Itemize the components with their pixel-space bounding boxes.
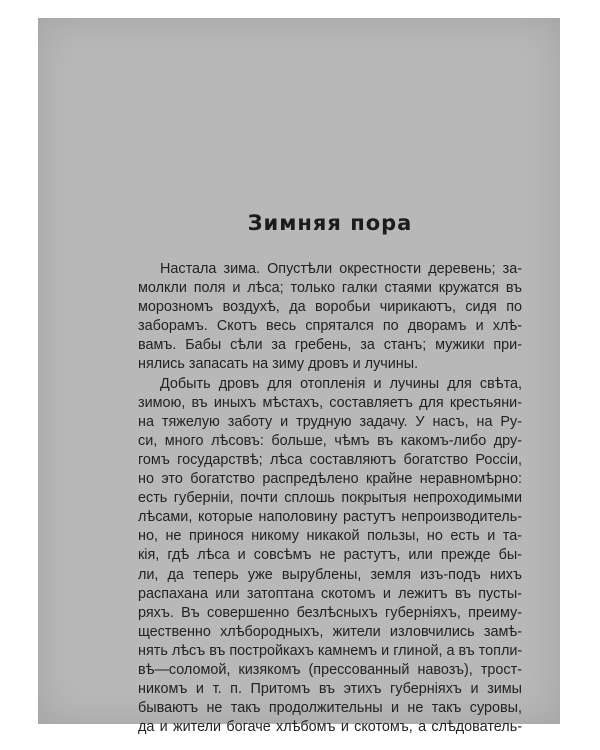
paragraph-2 xyxy=(138,375,522,738)
text-line: кія, гдѣ лѣса и совсѣмъ не растутъ, или прежде бы- xyxy=(138,547,522,564)
text-line: никомъ и т. п. Притомъ въ этихъ губерніяхъ и зимы xyxy=(138,681,522,698)
text-line: щественно хлѣбородныхъ, жители изловчились замѣ- xyxy=(138,623,522,640)
text-line: на тяжелую заботу и трудную задачу. У насъ, на Ру- xyxy=(138,413,522,430)
text-line: ряхъ. Въ совершенно безлѣсныхъ губерніяхъ, преиму- xyxy=(138,604,522,621)
text-line: но это богатство распредѣлено крайне неравномѣрно: xyxy=(138,471,522,488)
text-line: Настала зима. Опустѣли окрестности деревень; за- xyxy=(160,261,522,277)
paragraph-1 xyxy=(138,260,522,375)
text-line: но, не принося никому никакой пользы, но есть и та- xyxy=(138,528,522,545)
text-line: си, много лѣсовъ: больше, чѣмъ въ какомъ-либо дру- xyxy=(138,432,522,449)
text-line: бываютъ не такъ продолжительны и не такъ суровы, xyxy=(138,700,522,717)
text-line: зимою, въ иныхъ мѣстахъ, составляетъ для крестьяни- xyxy=(138,394,522,411)
text-line: молкли поля и лѣса; только галки стаями кружатся въ xyxy=(138,280,522,297)
page-title: Зимняя пора xyxy=(247,211,413,235)
text-line: да и жители богаче хлѣбомъ и скотомъ, а слѣдователь- xyxy=(138,719,522,736)
text-line: вамъ. Бабы сѣли за гребень, за станъ; мужики при- xyxy=(138,337,522,354)
book-page xyxy=(38,18,560,736)
text-line: Добыть дровъ для отопленія и лучины для свѣта, xyxy=(160,375,522,392)
text-block xyxy=(138,208,522,737)
text-line: гомъ государствѣ; лѣса составляютъ богатство Россіи, xyxy=(138,451,522,468)
text-line: заборамъ. Скотъ весь спрятался по дворамъ и хлѣ- xyxy=(138,318,522,335)
text-line: распахана или затоптана скотомъ и лежитъ въ пусты- xyxy=(138,585,522,602)
text-line: лѣсами, которые наполовину растутъ непроизводитель- xyxy=(138,509,522,526)
text-line: ли, да теперь уже вырублены, земля изъ-подъ нихъ xyxy=(138,566,522,583)
text-line: вѣ—соломой, кизякомъ (прессованный навозъ), трост- xyxy=(138,661,522,678)
text-line: нять лѣсъ въ постройкахъ камнемъ и глиной, а въ топли- xyxy=(138,642,523,659)
text-line: морозномъ воздухѣ, да воробьи чирикаютъ, сидя по xyxy=(138,299,522,316)
text-line: есть губерніи, почти сплошь покрытыя непроходимыми xyxy=(138,490,522,507)
text-line: нялись запасать на зиму дровъ и лучины. xyxy=(138,356,419,373)
